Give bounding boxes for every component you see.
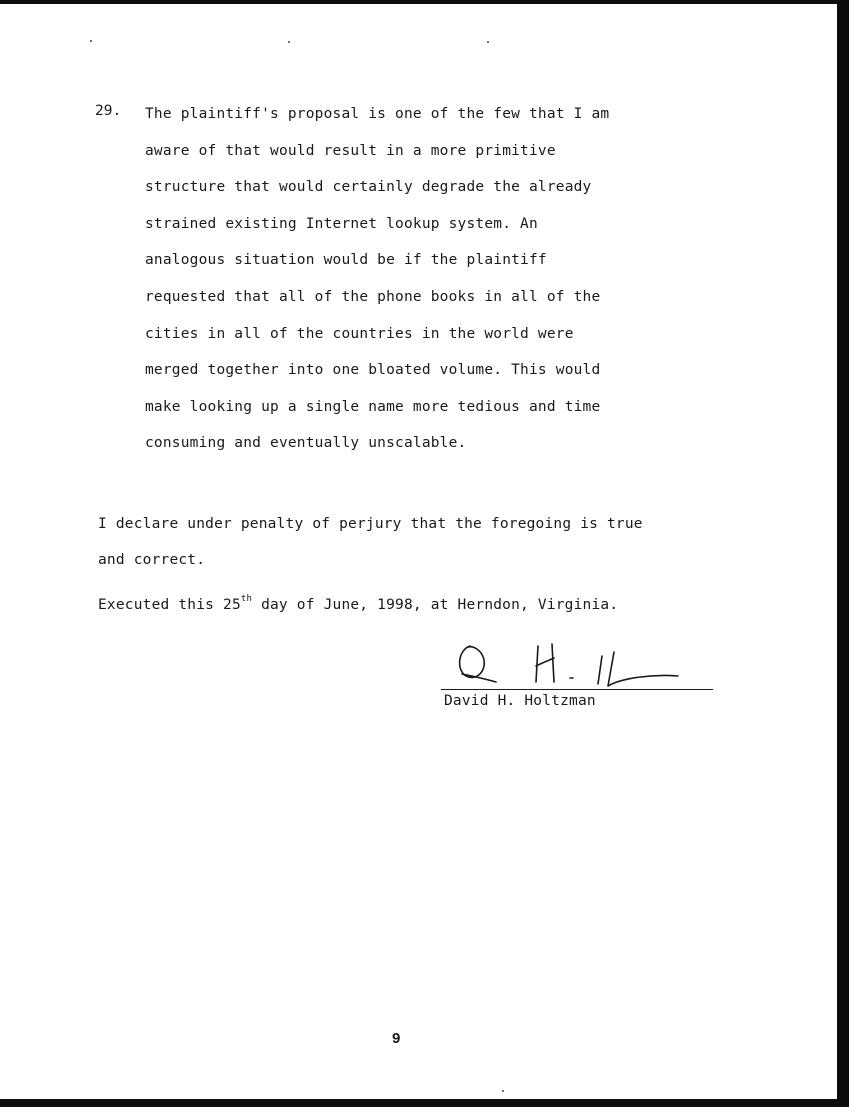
paragraph-line: requested that all of the phone books in all of the: [145, 288, 601, 305]
execution-ordinal-suffix: th: [240, 594, 253, 605]
paragraph-line: make looking up a single name more tedious and time: [145, 398, 601, 415]
scan-border-top: [0, 0, 849, 4]
paragraph-body: [145, 103, 685, 469]
execution-text-before: Executed this 25: [98, 597, 241, 613]
execution-text-after: day of June, 1998, at Herndon, Virginia.: [252, 597, 619, 613]
paragraph-line: structure that would certainly degrade the already: [145, 179, 592, 196]
scan-speck: [90, 40, 92, 42]
signer-name: David H. Holtzman: [444, 693, 596, 709]
declaration: [98, 513, 758, 585]
paragraph-line: strained existing Internet lookup system. An: [145, 215, 538, 232]
paragraph-number: 29.: [95, 103, 122, 119]
paragraph-line: merged together into one bloated volume. This would: [145, 362, 601, 379]
execution-statement: [98, 594, 618, 616]
declaration-line: I declare under penalty of perjury that the foregoing is true: [98, 516, 643, 532]
scan-speck: [502, 1090, 504, 1092]
scan-border-right: [837, 0, 849, 1107]
paragraph-line: analogous situation would be if the plaintiff: [145, 252, 547, 269]
page-number: 9: [392, 1030, 401, 1047]
scan-border-bottom: [0, 1099, 849, 1107]
scan-speck: [487, 41, 489, 43]
paragraph-line: cities in all of the countries in the world were: [145, 325, 574, 342]
paragraph-line: consuming and eventually unscalable.: [145, 435, 467, 452]
scan-speck: [288, 41, 290, 43]
declaration-line: and correct.: [98, 552, 206, 568]
paragraph-line: The plaintiff's proposal is one of the few that I am: [145, 106, 610, 122]
handwritten-signature: [452, 636, 692, 692]
paragraph-line: aware of that would result in a more primitive: [145, 142, 556, 159]
